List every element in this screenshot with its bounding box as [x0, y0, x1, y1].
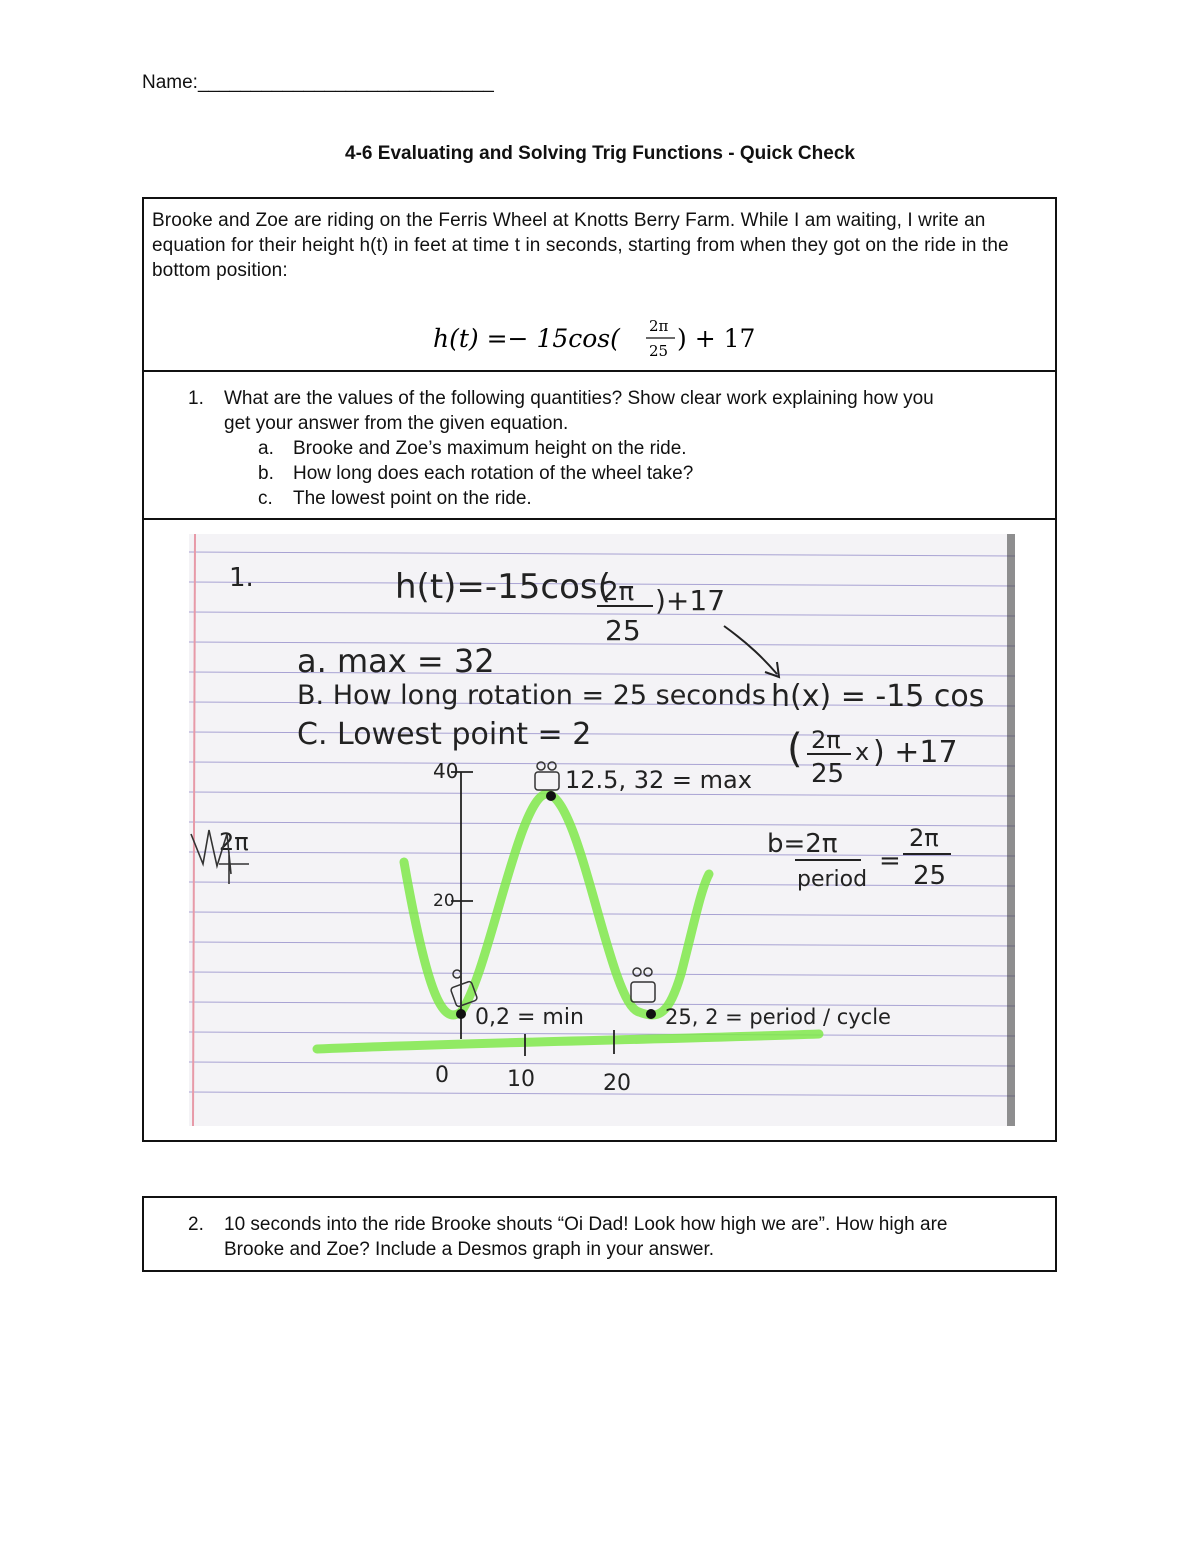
part-letter: a. [258, 438, 274, 459]
part-text: Brooke and Zoe’s maximum height on the ride. [293, 438, 687, 459]
question-2-box [142, 1196, 1057, 1272]
question-2-number: 2. [188, 1214, 204, 1235]
handwritten-work-photo [189, 534, 1015, 1126]
name-label: Name: [142, 72, 198, 93]
hw-eq2-frac-bottom: 25 [811, 759, 845, 789]
hw-x-tick-10: 10 [507, 1067, 535, 1092]
hw-problem-number: 1. [229, 563, 254, 593]
part-text: The lowest point on the ride. [293, 488, 532, 509]
question-2-text-line1: 10 seconds into the ride Brooke shouts “Oi Dad! Look how high we are”. How high are [224, 1214, 948, 1235]
hw-y-tick-40: 40 [433, 759, 459, 783]
page-title: 4-6 Evaluating and Solving Trig Functions - Quick Check [345, 143, 855, 164]
name-line [142, 72, 494, 94]
name-blank[interactable]: ____________________________ [197, 72, 494, 93]
equation [144, 309, 1055, 365]
question-2-text-line2: Brooke and Zoe? Include a Desmos graph in your answer. [224, 1239, 715, 1260]
equation-right: ) + 17 [677, 324, 756, 353]
equation-numerator: 2π [649, 317, 669, 335]
part-text: How long does each rotation of the wheel take? [293, 463, 694, 484]
hw-y-tick-20: 20 [433, 891, 455, 911]
intro-text: Brooke and Zoe are riding on the Ferris Wheel at Knotts Berry Farm. While I am waiting, I write an equation for their height h(t) in feet at time t in seconds, starting from when they got on the ride in the bottom position: [152, 210, 1009, 281]
period-point [646, 1009, 656, 1019]
hw-b-frac-top: 2π [909, 824, 939, 852]
part-letter: b. [258, 463, 274, 484]
equation-denominator: 25 [649, 342, 669, 360]
question-1-text-line2: get your answer from the given equation. [224, 413, 569, 434]
part-letter: c. [258, 488, 273, 509]
hw-min-label: 0,2 = min [475, 1005, 584, 1030]
hw-line-b: B. How long rotation = 25 seconds [297, 680, 766, 711]
answer-box [142, 518, 1057, 1142]
hw-max-label: 12.5, 32 = max [565, 766, 752, 794]
hw-equation-frac-top: 2π [602, 577, 635, 607]
hw-equation-tail: )+17 [655, 584, 726, 617]
hw-eq2-x: x [855, 738, 870, 766]
hw-eq2-tail: ) +17 [873, 735, 958, 770]
question-1-number: 1. [188, 388, 204, 409]
hw-period-label: 25, 2 = period / cycle [665, 1005, 891, 1029]
hw-b-eq: = [879, 846, 901, 876]
hw-equation-main: h(t)=-15cos( [395, 567, 611, 607]
photo-dark-edge [1007, 534, 1015, 1126]
question-1-text-line1: What are the values of the following quantities? Show clear work explaining how you [224, 388, 934, 409]
hw-b-label: b=2π [767, 829, 838, 859]
hw-equation-frac-bottom: 25 [605, 614, 641, 647]
hw-eq2-line1: h(x) = -15 cos [771, 679, 985, 714]
hw-eq2-open: ( [787, 726, 803, 772]
equation-left: h(t) =− 15cos( [433, 324, 620, 353]
hw-line-c: C. Lowest point = 2 [297, 717, 592, 752]
question-1-box [142, 370, 1057, 520]
hw-x-tick-0: 0 [435, 1063, 449, 1088]
min-point [456, 1009, 466, 1019]
hw-b-frac-bottom: 25 [913, 861, 947, 891]
hw-x-tick-20: 20 [603, 1071, 631, 1096]
hw-line-a: a. max = 32 [297, 642, 495, 680]
hw-eq2-frac-top: 2π [811, 726, 841, 754]
intro-box [142, 197, 1057, 372]
max-point [546, 791, 556, 801]
hw-b-under: period [797, 867, 868, 892]
hw-margin-scribble: 2π [219, 828, 249, 856]
